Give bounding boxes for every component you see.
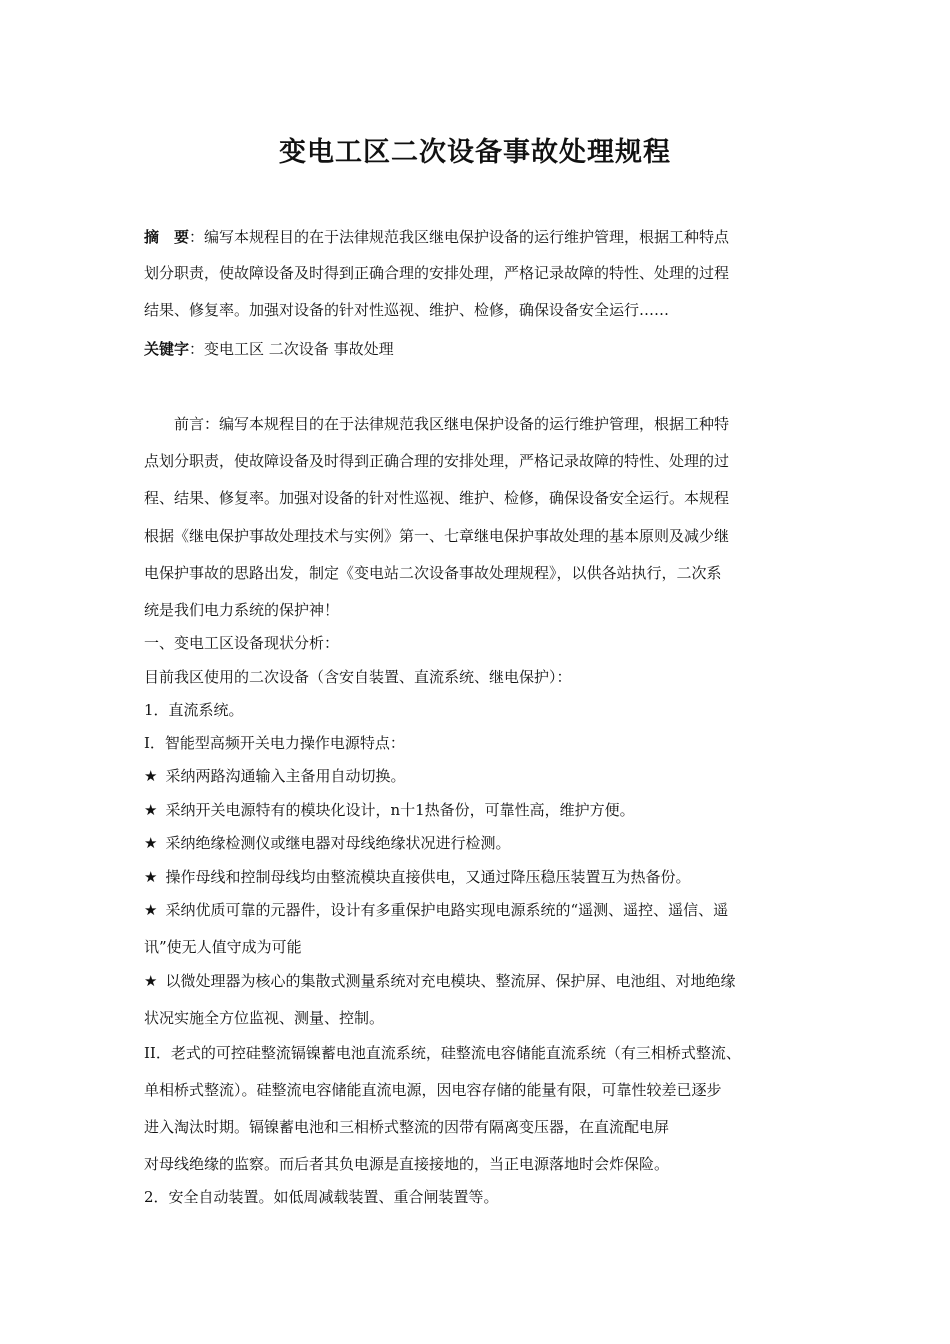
body-line-2: 点划分职责，使故障设备及时得到正确合理的安排处理，严格记录故障的特性、处理的过 — [144, 452, 730, 470]
body-line-7: 目前我区使用的二次设备（含安自装置、直流系统、继电保护）： — [144, 668, 572, 686]
keywords-line — [144, 339, 394, 359]
subsection-2: 2．安全自动装置。如低周减载装置、重合闸装置等。 — [144, 1188, 499, 1206]
abstract-line-1 — [144, 227, 729, 247]
body-line-4: 根据《继电保护事故处理技术与实例》第一、七章继电保护事故处理的基本原则及减少继 — [144, 527, 730, 545]
body-line-3: 程、结果、修复率。加强对设备的针对性巡视、维护、检修，确保设备安全运行。本规程 — [144, 489, 730, 507]
star-item-text: 采纳绝缘检测仪或继电器对母线绝缘状况进行检测。 — [165, 834, 511, 852]
subsection-1: 1．直流系统。 — [144, 701, 244, 719]
star-item-text: 采纳优质可靠的元器件，设计有多重保护电路实现电源系统的“遥测、遥控、遥信、遥 — [165, 901, 729, 919]
star-item — [144, 867, 690, 887]
star-icon: ★ — [144, 972, 158, 990]
subsection-1-ii: II．老式的可控硅整流镉镍蓄电池直流系统，硅整流电容储能直流系统（有三相桥式整流、 — [144, 1044, 741, 1062]
star-item — [144, 900, 728, 920]
star-icon: ★ — [144, 834, 158, 852]
star-item-text: 采纳两路沟通输入主备用自动切换。 — [165, 767, 406, 785]
abstract-line-2: 划分职责，使故障设备及时得到正确合理的安排处理，严格记录故障的特性、处理的过程 — [144, 264, 730, 282]
abstract-text-1: 编写本规程目的在于法律规范我区继电保护设备的运行维护管理，根据工种特点 — [204, 228, 730, 246]
section-heading-1: 一、变电工区设备现状分析： — [144, 634, 340, 652]
star-icon: ★ — [144, 901, 158, 919]
star-item-text: 采纳开关电源特有的模块化设计，n十1热备份，可靠性高，维护方便。 — [165, 801, 635, 819]
star-item — [144, 800, 635, 820]
star-item — [144, 971, 735, 991]
star-item-text: 以微处理器为核心的集散式测量系统对充电模块、整流屏、保护屏、电池组、对地绝缘 — [165, 972, 736, 990]
star-item — [144, 833, 510, 853]
abstract-colon: ： — [189, 228, 205, 246]
body-line-1: 前言：编写本规程目的在于法律规范我区继电保护设备的运行维护管理，根据工种特 — [174, 415, 730, 433]
tail-line-5: 对母线绝缘的监察。而后者其负电源是直接接地的，当正电源落地时会炸保险。 — [144, 1155, 670, 1173]
star-item-text: 操作母线和控制母线均由整流模块直接供电，又通过降压稳压装置互为热备份。 — [165, 868, 691, 886]
abstract-label: 摘 要 — [144, 228, 190, 246]
star-item-continuation: 讯”使无人值守成为可能 — [144, 938, 302, 956]
tail-line-4: 进入淘汰时期。镉镍蓄电池和三相桥式整流的因带有隔离变压器，在直流配电屏 — [144, 1118, 670, 1136]
tail-line-1: 状况实施全方位监视、测量、控制。 — [144, 1009, 385, 1027]
keywords-text: 变电工区 二次设备 事故处理 — [204, 340, 394, 358]
subsection-1-i: I．智能型高频开关电力操作电源特点： — [144, 734, 405, 752]
body-line-6: 统是我们电力系统的保护神！ — [144, 601, 340, 619]
keywords-colon: ： — [189, 340, 205, 358]
tail-line-3: 单相桥式整流）。硅整流电容储能直流电源，因电容存储的能量有限，可靠性较差已逐步 — [144, 1081, 722, 1099]
star-icon: ★ — [144, 868, 158, 886]
body-line-5: 电保护事故的思路出发，制定《变电站二次设备事故处理规程》，以供各站执行，二次系 — [144, 564, 722, 582]
keywords-label: 关键字 — [144, 340, 190, 358]
abstract-line-3: 结果、修复率。加强对设备的针对性巡视、维护、检修，确保设备安全运行…… — [144, 301, 670, 319]
document-title: 变电工区二次设备事故处理规程 — [279, 137, 671, 168]
star-icon: ★ — [144, 767, 158, 785]
star-icon: ★ — [144, 801, 158, 819]
star-item — [144, 766, 405, 786]
